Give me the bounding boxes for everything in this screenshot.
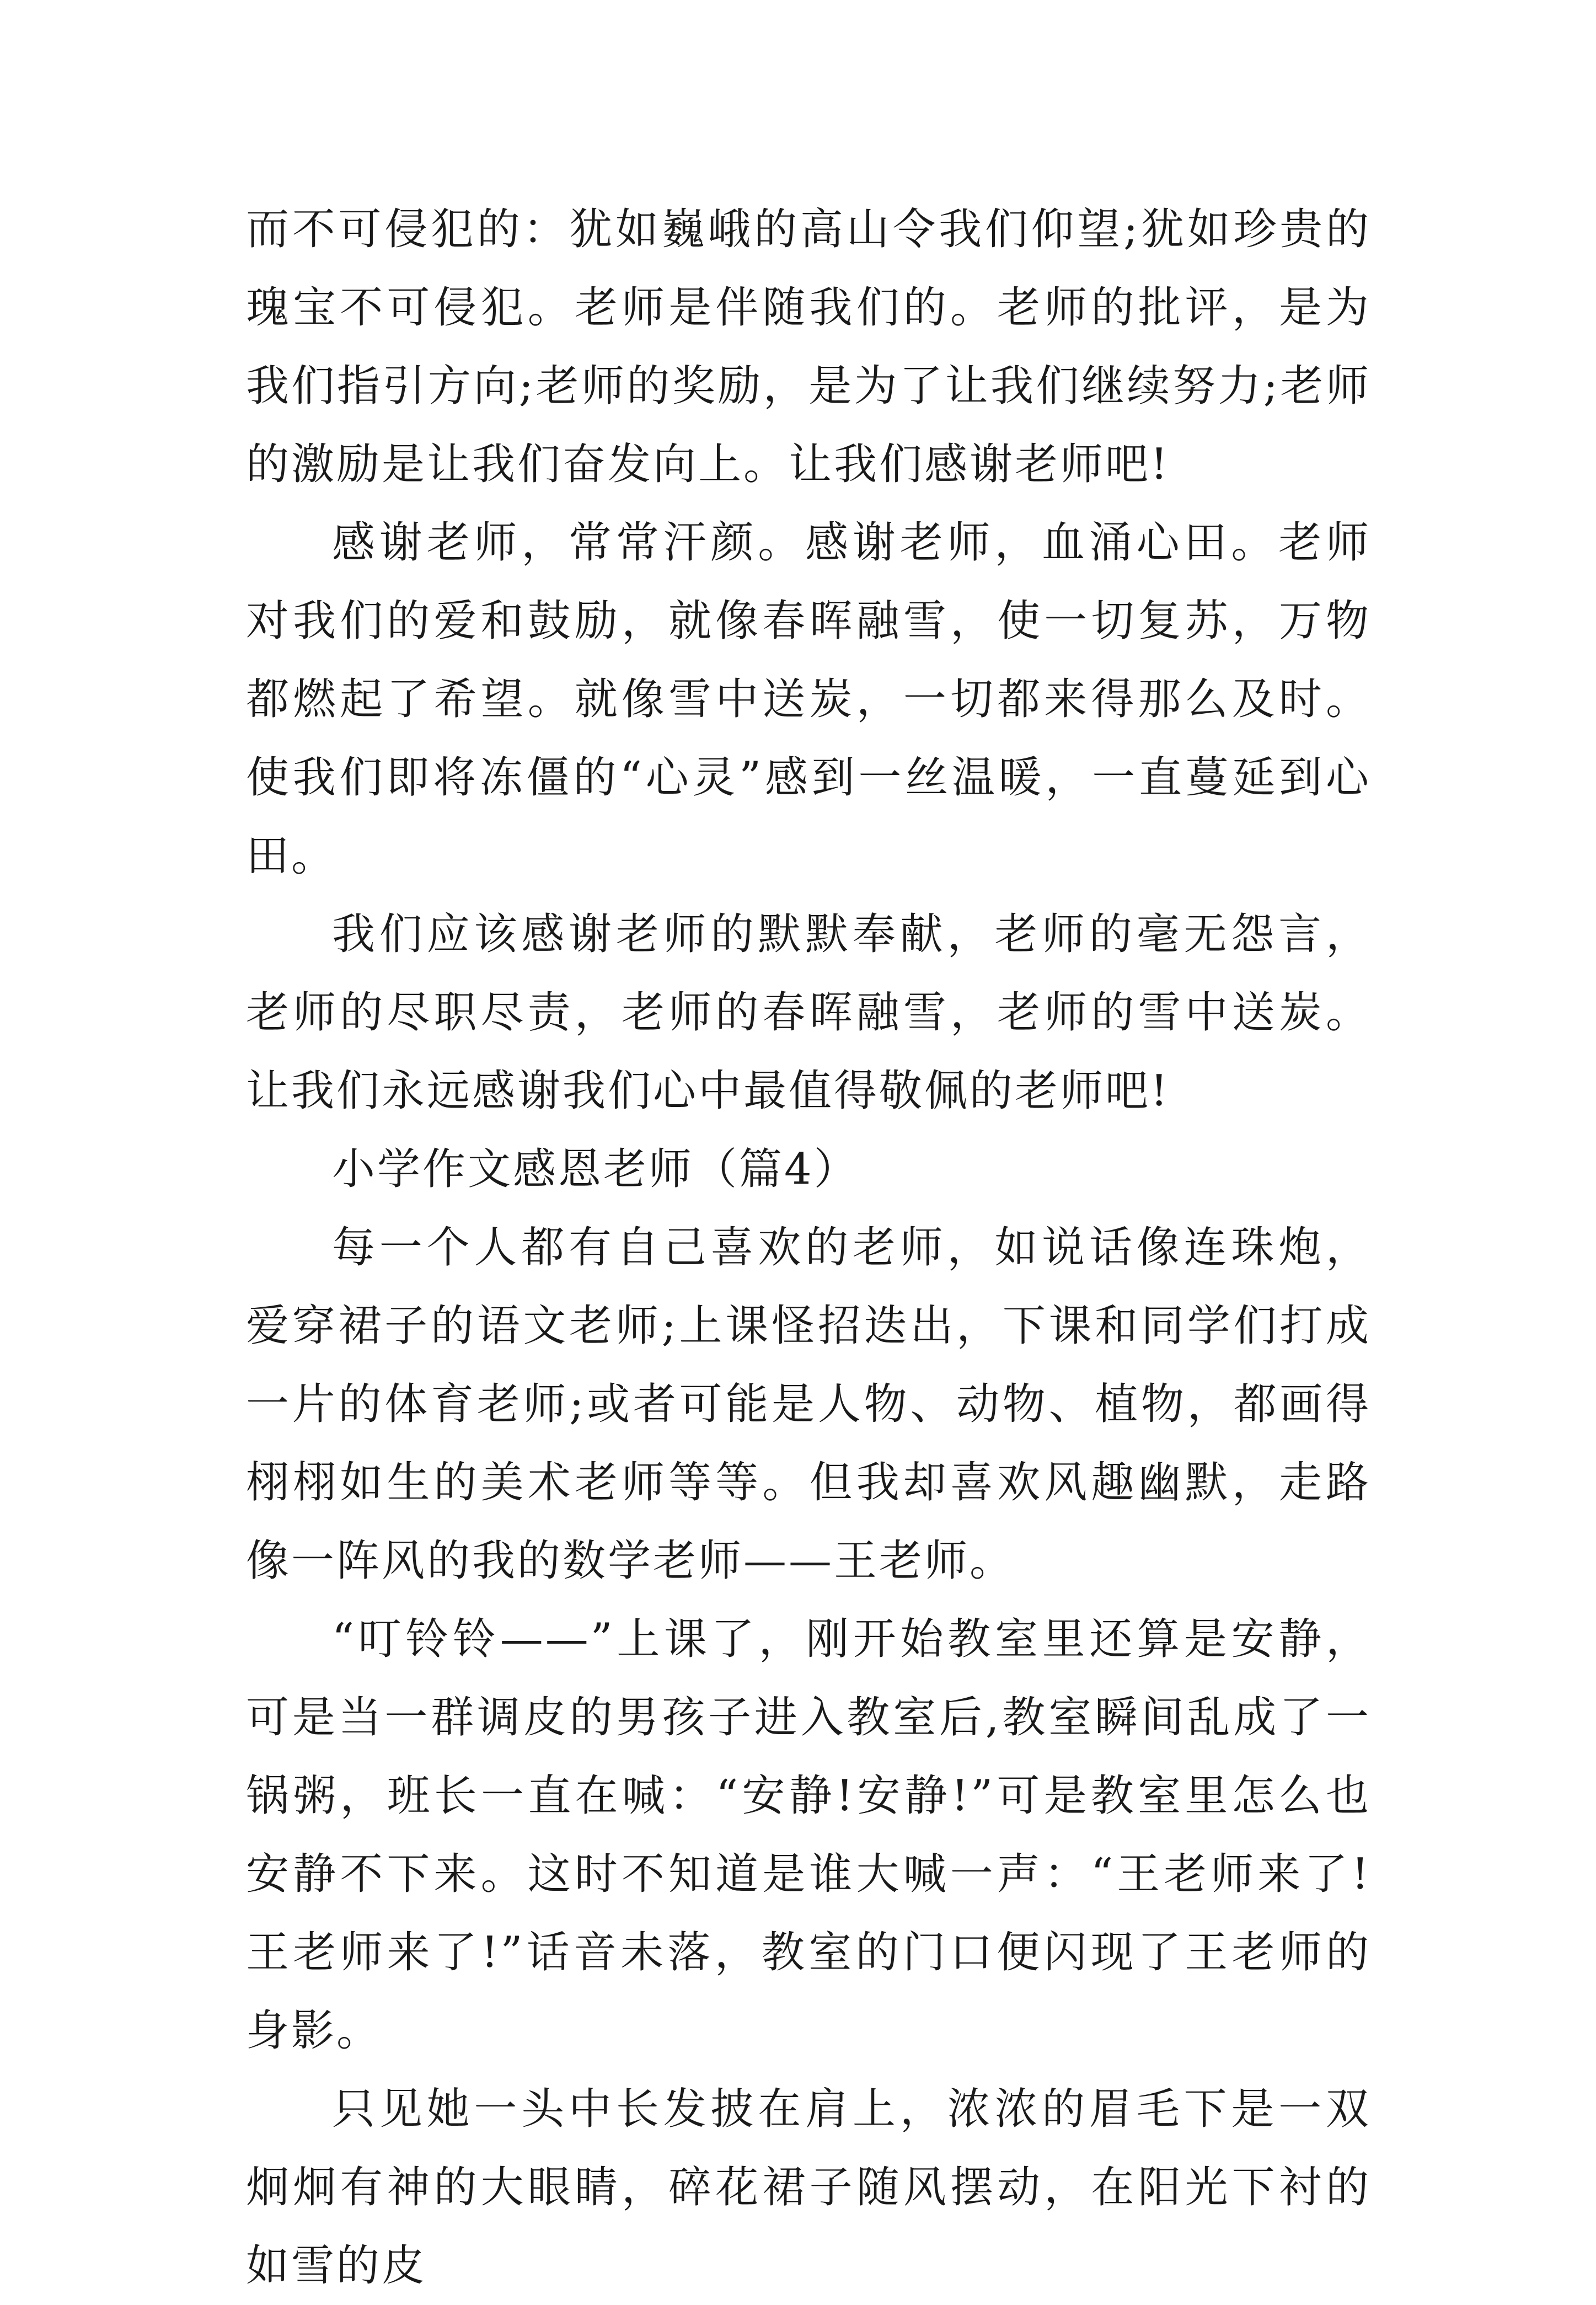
paragraph: 我们应该感谢老师的默默奉献，老师的毫无怨言，老师的尽职尽责，老师的春晖融雪，老师的雪中送炭。让我们永远感谢我们心中最值得敬佩的老师吧! <box>246 910 1371 1116</box>
document-body <box>246 190 1371 2305</box>
paragraph: 只见她一头中长发披在肩上，浓浓的眉毛下是一双炯炯有神的大眼睛，碎花裙子随风摆动，在阳光下衬的如雪的皮 <box>246 2084 1371 2291</box>
paragraph: 每一个人都有自己喜欢的老师，如说话像连珠炮，爱穿裙子的语文老师;上课怪招迭出，下课和同学们打成一片的体育老师;或者可能是人物、动物、植物，都画得栩栩如生的美术老师等等。但我却喜欢风趣幽默，走路像一阵风的我的数学老师——王老师。 <box>246 1223 1371 1586</box>
paragraph: 感谢老师，常常汗颜。感谢老师，血涌心田。老师对我们的爱和鼓励，就像春晖融雪，使一切复苏，万物都燃起了希望。就像雪中送炭，一切都来得那么及时。使我们即将冻僵的“心灵”感到一丝温暖，一直蔓延到心田。 <box>246 518 1371 881</box>
paragraph: “叮铃铃——”上课了，刚开始教室里还算是安静，可是当一群调皮的男孩子进入教室后,教室瞬间乱成了一锅粥，班长一直在喊：“安静!安静!”可是教室里怎么也安静不下来。这时不知道是谁大喊一声：“王老师来了!王老师来了!”话音未落，教室的门口便闪现了王老师的身影。 <box>246 1614 1371 2056</box>
paragraph-continuation: 而不可侵犯的：犹如巍峨的高山令我们仰望;犹如珍贵的瑰宝不可侵犯。老师是伴随我们的。老师的批评，是为我们指引方向;老师的奖励，是为了让我们继续努力;老师的激励是让我们奋发向上。让我们感谢老师吧! <box>246 205 1371 489</box>
section-heading: 小学作文感恩老师（篇4） <box>332 1145 859 1194</box>
